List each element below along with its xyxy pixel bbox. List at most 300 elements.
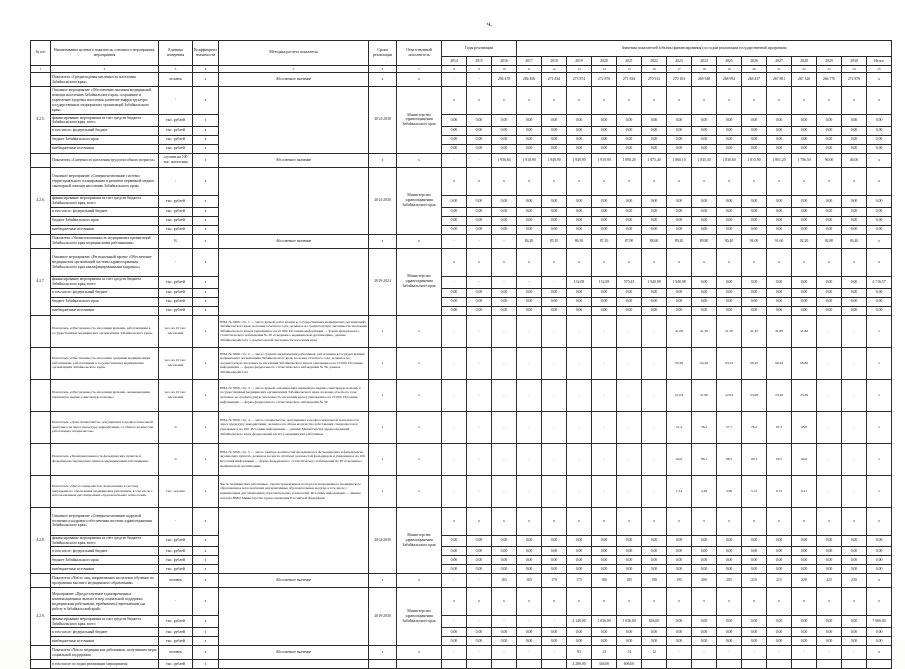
column-header-cell: 2018 xyxy=(542,57,567,66)
table-cell: - xyxy=(567,475,592,507)
table-cell: 23,28 xyxy=(792,379,817,411)
table-cell: Основное мероприятие «Обеспечение оказания медицинской помощи населению Забайкальского края, сохранение и укрепление здоровья населения, развитие инфраструктуры государственных медицинских организаций Забайкальского края» xyxy=(51,87,159,115)
table-cell: - xyxy=(642,347,667,379)
table-cell: 0,00 xyxy=(442,288,467,297)
table-cell: 1 910,90 xyxy=(592,153,617,167)
table-cell: 0,00 xyxy=(642,195,667,207)
table-cell: 0,00 xyxy=(817,144,842,153)
table-cell: 0,00 xyxy=(792,565,817,574)
table-cell: Министерство здравоохранения Забайкальского края xyxy=(397,507,442,574)
table-cell: х xyxy=(193,315,219,347)
table-cell: х xyxy=(397,411,442,443)
table-cell: х xyxy=(193,248,219,276)
column-header-cell: Ответственный исполнитель xyxy=(397,41,442,66)
table-cell: - xyxy=(442,153,467,167)
table-row xyxy=(31,443,892,475)
table-row xyxy=(31,616,892,628)
table-cell: 4.2.8. xyxy=(31,507,51,574)
table-cell: 46,00 xyxy=(842,153,867,167)
table-cell: - xyxy=(617,379,642,411)
table-cell: - xyxy=(517,347,542,379)
table-cell: х xyxy=(442,167,467,195)
table-cell: 0,00 xyxy=(767,126,792,135)
table-cell: Министерство здравоохранения Забайкальского края xyxy=(397,588,442,646)
table-cell: 0,00 xyxy=(492,556,517,565)
table-cell: чел. на 10 тыс. населения xyxy=(159,347,193,379)
table-cell: 4.2.5. xyxy=(31,87,51,154)
table-cell: - xyxy=(842,315,867,347)
table-cell: х xyxy=(467,167,492,195)
table-cell: х xyxy=(442,87,467,115)
table-cell: 0,00 xyxy=(542,306,567,315)
table-cell: 21,90 xyxy=(692,379,717,411)
table-cell: Показатель «Обеспеченность населения врачами, оказывающими первичную медико-санитарную помощь» xyxy=(51,379,159,411)
table-cell: 0,00 xyxy=(667,126,692,135)
table-cell: 41,86 xyxy=(792,315,817,347)
table-cell: х xyxy=(692,507,717,535)
table-cell: х xyxy=(717,87,742,115)
table-cell: - xyxy=(842,379,867,411)
table-cell: тыс. рублей xyxy=(159,547,193,556)
table-cell: 0,00 xyxy=(642,297,667,306)
table-cell: 0,00 xyxy=(592,547,617,556)
table-cell: 0,00 xyxy=(767,306,792,315)
table-cell: 89,20 xyxy=(667,234,692,248)
table-cell: х xyxy=(842,87,867,115)
table-cell: х xyxy=(867,646,892,660)
table-row xyxy=(31,475,892,507)
table-cell: тыс. рублей xyxy=(159,565,193,574)
table-cell: - xyxy=(717,646,742,660)
table-cell: 0,00 xyxy=(792,628,817,637)
table-cell: 0,00 xyxy=(442,565,467,574)
table-cell: 284 456 xyxy=(517,73,542,87)
table-cell: х xyxy=(717,248,742,276)
table-cell: - xyxy=(542,315,567,347)
table-cell: 0,00 xyxy=(717,616,742,628)
table-cell: 96,29 xyxy=(767,347,792,379)
table-cell: х xyxy=(492,87,517,115)
table-cell: 0,00 xyxy=(492,565,517,574)
table-cell: 0,00 xyxy=(467,547,492,556)
table-cell: 41,36 xyxy=(692,315,717,347)
table-cell: х xyxy=(617,588,642,616)
table-cell: финансирование мероприятия за счет средств бюджета Забайкальского края, всего xyxy=(51,276,159,288)
table-cell: х xyxy=(467,248,492,276)
table-cell: - xyxy=(542,475,567,507)
table-cell: 268 992 xyxy=(717,73,742,87)
table-cell: 0,00 xyxy=(817,637,842,646)
table-cell: х xyxy=(369,646,397,660)
table-cell: х xyxy=(617,167,642,195)
table-cell: 1 949,90 xyxy=(542,153,567,167)
table-row xyxy=(31,234,892,248)
table-cell: 0,00 xyxy=(717,216,742,225)
table-cell: х xyxy=(193,347,219,379)
table-cell: 22,64 xyxy=(717,379,742,411)
table-cell: тыс. рублей xyxy=(159,126,193,135)
table-cell: х xyxy=(742,248,767,276)
table-cell: х xyxy=(193,115,219,127)
table-cell: 0,00 xyxy=(442,225,467,234)
table-cell: 0,00 xyxy=(842,195,867,207)
table-cell: х xyxy=(692,588,717,616)
table-cell: 0,00 xyxy=(542,556,567,565)
table-cell: 0,00 xyxy=(867,556,892,565)
table-cell: х xyxy=(792,588,817,616)
table-cell: 1 910,90 xyxy=(517,153,542,167)
table-cell: 0,00 xyxy=(617,628,642,637)
table-cell xyxy=(642,660,667,669)
table-cell: 21,4 xyxy=(667,411,692,443)
table-cell: 0,00 xyxy=(842,207,867,216)
table-cell: 0,00 xyxy=(867,195,892,207)
table-cell xyxy=(31,646,51,660)
table-cell: 0,00 xyxy=(642,115,667,127)
table-cell: 0,00 xyxy=(717,637,742,646)
table-cell: 215 xyxy=(767,574,792,588)
table-cell: - xyxy=(517,379,542,411)
table-row xyxy=(31,66,892,73)
table-cell: 0,00 xyxy=(467,144,492,153)
table-cell: - xyxy=(467,73,492,87)
table-cell: х xyxy=(592,87,617,115)
table-cell: 0,00 xyxy=(442,195,467,207)
table-cell: 0,00 xyxy=(492,535,517,547)
table-cell: - xyxy=(492,646,517,660)
table-cell: 0,00 xyxy=(867,207,892,216)
table-cell: х xyxy=(667,248,692,276)
table-cell: 195 xyxy=(667,574,692,588)
table-cell: 1 786,50 xyxy=(792,153,817,167)
table-cell: 0,00 xyxy=(767,195,792,207)
table-cell xyxy=(219,588,369,646)
table-cell: 0,00 xyxy=(567,195,592,207)
table-cell: 0,00 xyxy=(767,628,792,637)
table-cell: 1 801,20 xyxy=(767,153,792,167)
table-cell: х xyxy=(542,248,567,276)
table-cell: х xyxy=(842,248,867,276)
table-cell: финансирование мероприятия за счет средств бюджета Забайкальского края, всего xyxy=(51,535,159,547)
table-cell: х xyxy=(193,475,219,507)
table-cell: х xyxy=(767,588,792,616)
table-cell: х xyxy=(193,574,219,588)
table-cell: 0,00 xyxy=(767,144,792,153)
table-cell: Абсолютное значение xyxy=(219,153,369,167)
table-cell: 1 830,60 xyxy=(717,153,742,167)
table-cell: 0,00 xyxy=(692,195,717,207)
table-cell: 41,45 xyxy=(742,315,767,347)
table-cell: 1 875,40 xyxy=(642,153,667,167)
table-cell: 165 xyxy=(517,574,542,588)
table-cell: х xyxy=(692,167,717,195)
column-header-cell: Методика расчета показателя xyxy=(219,41,369,66)
table-cell: 200 xyxy=(692,574,717,588)
table-cell: внебюджетные источники xyxy=(51,225,159,234)
table-cell: 0,00 xyxy=(842,616,867,628)
table-cell: 0,00 xyxy=(667,135,692,144)
table-cell: - xyxy=(567,347,592,379)
table-cell: - xyxy=(817,646,842,660)
column-header-cell: Годы реализации xyxy=(442,41,517,57)
table-cell: х xyxy=(617,87,642,115)
table-cell: х xyxy=(767,87,792,115)
table-cell: - xyxy=(617,347,642,379)
table-cell: 0,00 xyxy=(567,565,592,574)
column-header-cell: Единица измерения xyxy=(159,41,193,66)
table-cell: 0,00 xyxy=(642,225,667,234)
table-cell: 4.2.6. xyxy=(31,167,51,234)
table-cell: 0,00 xyxy=(817,216,842,225)
table-cell: - xyxy=(817,411,842,443)
table-cell: 0,00 xyxy=(867,126,892,135)
table-cell: 0,00 xyxy=(567,207,592,216)
table-cell: 220 xyxy=(792,574,817,588)
table-cell: 266 770 xyxy=(817,73,842,87)
table-cell: х xyxy=(193,207,219,216)
table-cell: 0,00 xyxy=(467,306,492,315)
table-cell: - xyxy=(492,475,517,507)
table-cell: тыс. рублей xyxy=(159,535,193,547)
table-cell: х xyxy=(193,306,219,315)
table-cell: 0,00 xyxy=(817,115,842,127)
table-cell: 89,80 xyxy=(692,234,717,248)
table-cell: тыс. рублей xyxy=(159,297,193,306)
table-cell: - xyxy=(492,276,517,288)
table-cell: 0,00 xyxy=(817,207,842,216)
table-row xyxy=(31,115,892,127)
table-row xyxy=(31,637,892,646)
table-cell: 0,00 xyxy=(642,144,667,153)
table-cell: х xyxy=(692,248,717,276)
table-cell: 0,00 xyxy=(842,306,867,315)
table-cell: Показатель «Число лиц, направленных на целевое обучение по программам высшего медицинского образования» xyxy=(51,574,159,588)
table-cell: х xyxy=(592,167,617,195)
table-cell: 0,00 xyxy=(767,225,792,234)
table-cell: - xyxy=(617,475,642,507)
table-cell: 0,00 xyxy=(442,216,467,225)
table-cell: 0,00 xyxy=(617,535,642,547)
table-cell xyxy=(767,660,792,669)
table-cell: человек xyxy=(159,646,193,660)
table-cell: - xyxy=(159,87,193,115)
table-cell: 0,00 xyxy=(867,297,892,306)
table-cell: 0,00 xyxy=(867,565,892,574)
table-cell: - xyxy=(592,475,617,507)
table-cell: 87,3 xyxy=(767,411,792,443)
table-cell: х xyxy=(193,616,219,628)
table-cell: 0,00 xyxy=(617,297,642,306)
table-cell: 0,00 xyxy=(767,535,792,547)
table-cell: х xyxy=(792,248,817,276)
table-cell: 271 834 xyxy=(542,73,567,87)
table-cell: 1 815,90 xyxy=(742,153,767,167)
table-cell: 132,08 xyxy=(567,276,592,288)
table-cell: 0,00 xyxy=(642,126,667,135)
table-cell: 0,00 xyxy=(692,637,717,646)
table-row xyxy=(31,297,892,306)
table-cell: х xyxy=(867,347,892,379)
table-cell: х xyxy=(867,588,892,616)
table-cell: 0,00 xyxy=(817,297,842,306)
table-cell: бюджет Забайкальского края xyxy=(51,216,159,225)
table-cell: случаев на 100 тыс. населения xyxy=(159,153,193,167)
table-cell: 0,00 xyxy=(592,135,617,144)
table-cell: внебюджетные источники xyxy=(51,565,159,574)
table-cell: 0,00 xyxy=(842,276,867,288)
table-cell xyxy=(31,73,51,87)
table-cell: х xyxy=(792,167,817,195)
table-cell: 0,00 xyxy=(742,288,767,297)
column-header-cell: 8 xyxy=(442,66,467,73)
table-cell: 0,00 xyxy=(667,616,692,628)
table-cell: х xyxy=(517,588,542,616)
table-cell: 0,00 xyxy=(792,637,817,646)
table-cell: 0,00 xyxy=(717,306,742,315)
table-cell: 0,00 xyxy=(567,225,592,234)
table-cell: 0,00 xyxy=(642,535,667,547)
table-cell: 180 xyxy=(592,574,617,588)
column-header-cell: 2 xyxy=(51,66,159,73)
table-cell: 0,00 xyxy=(567,628,592,637)
table-cell: - xyxy=(767,646,792,660)
table-cell: тыс. рублей xyxy=(159,216,193,225)
table-cell xyxy=(542,660,567,669)
table-cell: х xyxy=(467,588,492,616)
table-row xyxy=(31,126,892,135)
table-cell: тыс. рублей xyxy=(159,288,193,297)
table-row xyxy=(31,588,892,616)
table-cell: 0,00 xyxy=(567,306,592,315)
column-header-cell: 6 xyxy=(369,66,397,73)
table-cell: - xyxy=(467,443,492,475)
table-cell: тыс. рублей xyxy=(159,144,193,153)
table-cell: х xyxy=(667,507,692,535)
table-cell: в том числе: федеральный бюджет xyxy=(51,628,159,637)
table-cell: х xyxy=(767,167,792,195)
table-cell: в том числе: федеральный бюджет xyxy=(51,547,159,556)
table-cell: Абсолютное значение xyxy=(219,574,369,588)
table-cell: - xyxy=(617,315,642,347)
table-cell: х xyxy=(567,588,592,616)
table-cell: 0,00 xyxy=(692,288,717,297)
table-cell: х xyxy=(397,234,442,248)
table-cell: тыс. рублей xyxy=(159,660,193,669)
table-cell: х xyxy=(542,507,567,535)
column-header-cell: 13 xyxy=(567,66,592,73)
table-cell: 0,00 xyxy=(842,565,867,574)
table-cell: х xyxy=(193,73,219,87)
table-cell: 0,00 xyxy=(692,547,717,556)
table-cell: 0,00 xyxy=(667,207,692,216)
table-cell xyxy=(219,507,369,574)
table-cell: Абсолютное значение xyxy=(219,73,369,87)
table-cell: х xyxy=(517,507,542,535)
table-cell: 0,00 xyxy=(717,135,742,144)
table-cell: 0,00 xyxy=(817,306,842,315)
table-cell: 267 881 xyxy=(767,73,792,87)
table-cell: х xyxy=(867,475,892,507)
table-cell: 0,00 xyxy=(592,126,617,135)
column-header-cell: 2023 xyxy=(667,57,692,66)
table-row xyxy=(31,646,892,660)
table-cell: х xyxy=(792,507,817,535)
column-header-cell: 11 xyxy=(517,66,542,73)
column-header-cell: Сроки реализации xyxy=(369,41,397,66)
table-cell: 0,00 xyxy=(667,195,692,207)
table-cell: 0,00 xyxy=(492,288,517,297)
column-header-cell: 21 xyxy=(767,66,792,73)
table-cell: 93,28 xyxy=(667,347,692,379)
table-row xyxy=(31,73,892,87)
table-row xyxy=(31,556,892,565)
table-cell: бюджет Забайкальского края xyxy=(51,297,159,306)
table-cell: 0,00 xyxy=(542,547,567,556)
table-cell: - xyxy=(642,475,667,507)
table-cell: х xyxy=(193,126,219,135)
table-cell: Министерство здравоохранения Забайкальского края xyxy=(397,248,442,315)
table-cell: 0,00 xyxy=(792,216,817,225)
table-cell: 0,00 xyxy=(692,216,717,225)
table-cell: 84,6 xyxy=(667,443,692,475)
table-cell: х xyxy=(567,507,592,535)
table-cell: Показатель «Среднегодовая численность населения Забайкальского края» xyxy=(51,73,159,87)
table-cell: - xyxy=(517,616,542,628)
table-cell: - xyxy=(467,616,492,628)
table-cell: - xyxy=(467,646,492,660)
table-cell xyxy=(31,411,51,443)
table-cell: 170 xyxy=(542,574,567,588)
table-cell: 0,00 xyxy=(842,535,867,547)
table-cell: 0,00 xyxy=(467,288,492,297)
table-cell: 0,00 xyxy=(692,616,717,628)
table-cell: 0,00 xyxy=(742,216,767,225)
table-cell: х xyxy=(467,507,492,535)
table-cell: - xyxy=(567,315,592,347)
table-cell: х xyxy=(193,216,219,225)
table-cell: 0,00 xyxy=(592,115,617,127)
column-header-cell: Итого xyxy=(867,57,892,66)
table-cell: в том числе: федеральный бюджет xyxy=(51,126,159,135)
table-cell: 0,00 xyxy=(717,195,742,207)
column-header-cell: 2021 xyxy=(617,57,642,66)
table-cell: 0,00 xyxy=(842,225,867,234)
table-cell: бюджет Забайкальского края xyxy=(51,135,159,144)
table-cell: - xyxy=(492,315,517,347)
table-cell: х xyxy=(517,167,542,195)
table-cell: 0,00 xyxy=(742,126,767,135)
table-cell: - xyxy=(817,315,842,347)
table-cell: 210 xyxy=(742,574,767,588)
column-header-cell: 15 xyxy=(617,66,642,73)
table-row xyxy=(31,507,892,535)
table-cell: 0,00 xyxy=(742,115,767,127)
table-cell: 14 xyxy=(592,646,617,660)
table-cell xyxy=(219,87,369,154)
table-cell: - xyxy=(842,411,867,443)
table-cell: НПА № 5069, стр. 3 — число врачей, оказывающих первичную медико-санитарную помощь в государственных медицинских организациях Забайкальского края, на конец отчетного года, деленное на среднегодовую численность населения края и умноженное на 10 000. Источник информации — форма федерального статистического наблюдения № 30 xyxy=(219,379,369,411)
table-cell: 0,00 xyxy=(542,628,567,637)
table-cell: 57,7 xyxy=(717,411,742,443)
table-cell: 2019-2030 xyxy=(369,588,397,646)
table-cell: 0,00 xyxy=(517,547,542,556)
table-row xyxy=(31,207,892,216)
table-cell: 0,00 xyxy=(517,195,542,207)
table-cell: 0,00 xyxy=(467,195,492,207)
table-cell: х xyxy=(642,507,667,535)
table-cell: 21,04 xyxy=(667,379,692,411)
table-cell: х xyxy=(842,588,867,616)
